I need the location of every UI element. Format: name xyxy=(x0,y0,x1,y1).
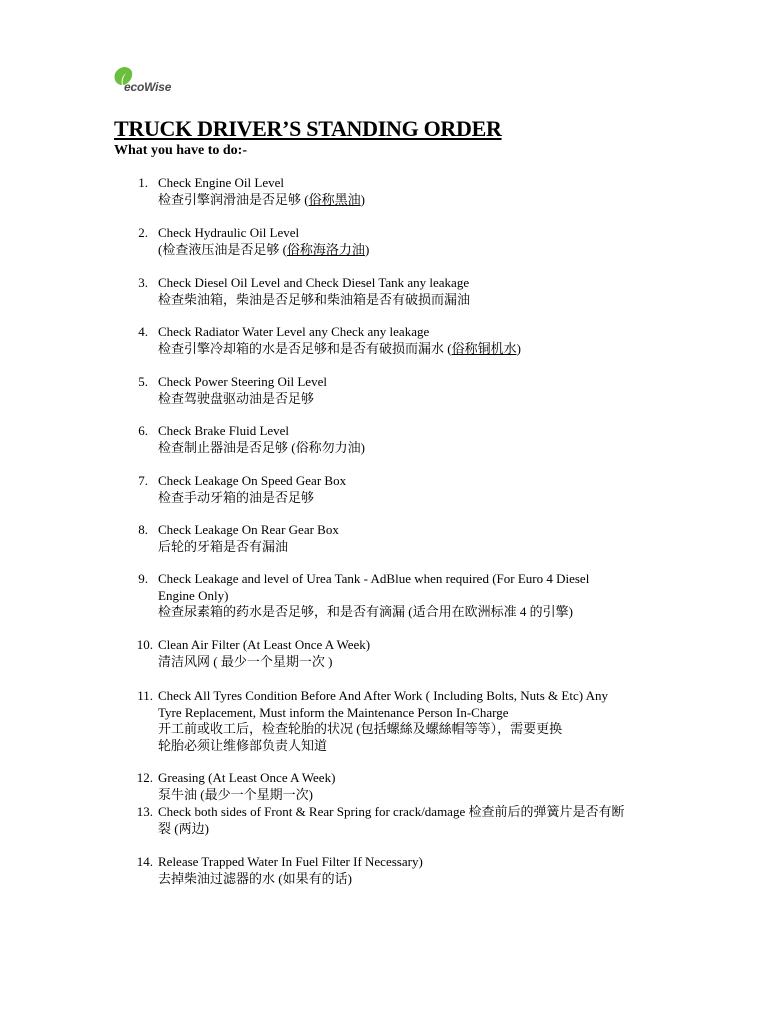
item-text xyxy=(158,804,678,837)
item-line-text: 去掉柴油过滤器的水 (如果有的话) xyxy=(158,870,352,886)
item-line-text: Check both sides of Front & Rear Spring for crack/damage 检查前后的弹簧片是否有断 xyxy=(158,804,625,819)
item-line xyxy=(158,770,678,787)
item-line xyxy=(158,225,678,242)
item-line xyxy=(158,522,678,539)
item-line-text: 裂 (两边) xyxy=(158,820,209,836)
item-line-text: Check Hydraulic Oil Level xyxy=(158,225,300,240)
item-number: 2. xyxy=(138,225,148,240)
company-logo xyxy=(112,66,192,96)
item-line xyxy=(158,821,678,838)
item-line xyxy=(158,738,678,755)
item-text xyxy=(158,688,678,754)
item-line xyxy=(158,391,678,408)
item-line xyxy=(158,275,678,292)
item-line-text: 检查制止器油是否足够 (俗称勿力油) xyxy=(158,439,365,455)
item-line xyxy=(158,490,678,507)
item-line xyxy=(158,242,678,259)
item-line xyxy=(158,473,678,490)
item-line-suffix: ) xyxy=(364,241,370,257)
item-line-text: 检查驾驶盘驱动油是否足够 xyxy=(158,390,315,406)
item-line-text: Check Brake Fluid Level xyxy=(158,423,290,438)
item-line-suffix: ) xyxy=(516,340,521,356)
item-line-text: Greasing (At Least Once A Week) xyxy=(158,770,336,785)
page-title: TRUCK DRIVER’S STANDING ORDER xyxy=(114,116,502,141)
item-line-suffix: ) xyxy=(360,191,365,207)
item-line xyxy=(158,604,678,621)
item-line-text: 泵牛油 (最少一个星期一次) xyxy=(158,786,313,802)
item-line xyxy=(158,588,678,605)
item-line xyxy=(158,705,678,722)
item-line-text: Engine Only) xyxy=(158,587,229,603)
item-line xyxy=(158,871,678,888)
item-line xyxy=(158,787,678,804)
item-text xyxy=(158,522,678,555)
item-line-text: 检查尿素箱的药水是否足够，和是否有滴漏 (适合用在欧洲标准 4 的引擎) xyxy=(158,604,573,619)
item-line xyxy=(158,571,678,588)
item-line-text: Check Engine Oil Level xyxy=(158,175,284,190)
item-line xyxy=(158,721,678,738)
item-line-text: Check Leakage On Speed Gear Box xyxy=(158,473,347,488)
item-line-text: 开工前或收工后，检查轮胎的状况 (包括螺絲及螺絲帽等等），需要更换 xyxy=(158,721,563,736)
item-text xyxy=(158,423,678,456)
item-line-text: (检查液压油是否足够 ( xyxy=(158,241,287,257)
item-line-text: 检查引擎润滑油是否足够 ( xyxy=(158,191,309,207)
item-line xyxy=(158,292,678,309)
item-text xyxy=(158,275,678,308)
item-line-underlined: 俗称铜机水 xyxy=(451,340,517,356)
item-line-text: 检查柴油箱，柴油是否足够和柴油箱是否有破损而漏油 xyxy=(158,291,471,307)
item-line-text: Check All Tyres Condition Before And After Work ( Including Bolts, Nuts & Etc) Any xyxy=(158,688,608,703)
item-line xyxy=(158,539,678,556)
item-line xyxy=(158,804,678,821)
item-line-text: 检查引擎冷却箱的水是否足够和是否有破损而漏水 ( xyxy=(158,340,452,356)
item-line xyxy=(158,423,678,440)
item-text xyxy=(158,637,678,670)
item-number: 10. xyxy=(136,637,153,652)
item-line xyxy=(158,637,678,654)
item-line xyxy=(158,324,678,341)
item-number: 12. xyxy=(136,770,153,785)
item-text xyxy=(158,770,678,803)
item-text xyxy=(158,374,678,407)
item-number: 8. xyxy=(138,522,148,537)
item-line-text: Release Trapped Water In Fuel Filter If Necessary) xyxy=(158,854,423,869)
item-text xyxy=(158,175,678,208)
item-text xyxy=(158,571,678,621)
item-line xyxy=(158,192,678,209)
item-line xyxy=(158,854,678,871)
item-text xyxy=(158,324,678,357)
item-text xyxy=(158,473,678,506)
item-line-text: Clean Air Filter (At Least Once A Week) xyxy=(158,637,371,652)
item-line xyxy=(158,688,678,705)
item-line xyxy=(158,440,678,457)
logo-text: ecoWise xyxy=(124,80,172,94)
item-line-text: Check Leakage and level of Urea Tank - AdBlue when required (For Euro 4 Diesel xyxy=(158,571,590,586)
item-number: 11. xyxy=(137,688,153,703)
item-text xyxy=(158,225,678,258)
item-number: 6. xyxy=(138,423,148,438)
item-line-underlined: 俗称海洛力油 xyxy=(286,241,365,257)
item-line-text: Check Leakage On Rear Gear Box xyxy=(158,522,339,537)
item-number: 5. xyxy=(138,374,148,389)
item-line-text: 后轮的牙箱是否有漏油 xyxy=(158,538,289,554)
item-number: 9. xyxy=(138,571,148,586)
item-line xyxy=(158,374,678,391)
item-number: 1. xyxy=(138,175,148,190)
item-line xyxy=(158,341,678,358)
item-line-text: 清洁风网 ( 最少一个星期一次 ) xyxy=(158,653,333,669)
item-line-underlined: 俗称黑油 xyxy=(308,191,361,207)
item-text xyxy=(158,854,678,887)
item-line xyxy=(158,654,678,671)
item-number: 7. xyxy=(138,473,148,488)
item-number: 3. xyxy=(138,275,148,290)
item-number: 14. xyxy=(136,854,153,869)
item-line-text: Tyre Replacement, Must inform the Maintenance Person In-Charge xyxy=(158,704,509,720)
item-line-text: Check Diesel Oil Level and Check Diesel Tank any leakage xyxy=(158,275,470,290)
item-line-text: Check Radiator Water Level any Check any leakage xyxy=(158,324,430,339)
page-subtitle: What you have to do:- xyxy=(114,143,248,158)
item-line xyxy=(158,175,678,192)
item-line-text: 轮胎必须让维修部负责人知道 xyxy=(158,737,328,753)
item-number: 4. xyxy=(138,324,148,339)
item-number: 13. xyxy=(136,804,153,819)
item-line-text: 检查手动牙箱的油是否足够 xyxy=(158,489,315,505)
item-line-text: Check Power Steering Oil Level xyxy=(158,374,327,389)
